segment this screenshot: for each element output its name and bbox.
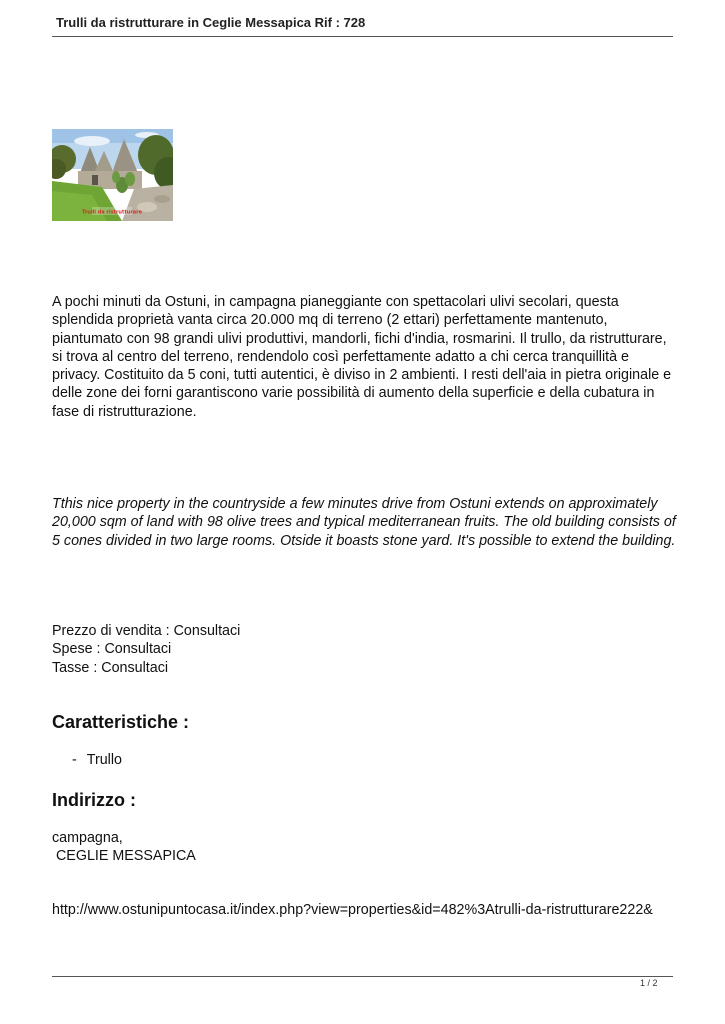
photo-watermark: Trulli da ristrutturare — [81, 209, 143, 216]
footer-divider — [52, 976, 673, 977]
description-italian: A pochi minuti da Ostuni, in campagna pianeggiante con spettacolari ulivi secolari, questa splendida proprietà vanta circa 20.000 mq di terreno (2 ettari) perfettamente mantenuto, piantumato con 98 grandi ulivi produttivi, mandorli, fichi d'india, rosmarini. Il trullo, da ristrutturare, si trova al centro del terreno, rendendolo così perfettamente adatto a chi cerca tranquillità e privacy. Costituito da 5 coni, tutti autentici, è diviso in 2 ambienti. I resti dell'aia in pietra originale e delle zone dei forni garantiscono varie possibilità di aumento della superficie e della cubatura in fase di ristrutturazione. — [52, 294, 672, 420]
price-block — [52, 622, 677, 677]
address-line-2: CEGLIE MESSAPICA — [52, 848, 196, 865]
address-line-1: campagna, — [52, 830, 123, 846]
address-block — [52, 829, 196, 866]
header-divider — [52, 36, 673, 37]
page-number: 1 / 2 — [640, 978, 658, 988]
expenses: Spese : Consultaci — [52, 641, 172, 658]
feature-label: Trullo — [86, 752, 122, 768]
property-photo — [52, 129, 173, 221]
page-title: Trulli da ristrutturare in Ceglie Messapica Rif : 728 — [56, 15, 366, 30]
feature-bullet: - — [72, 752, 77, 768]
sale-price: Prezzo di vendita : Consultaci — [52, 623, 241, 639]
description-english: Tthis nice property in the countryside a few minutes drive from Ostuni extends on approximately 20,000 sqm of land with 98 olive trees and typical mediterranean fruits. The old building consists of 5 cones divided in two large rooms. Otside it boasts stone yard. It's possible to extend the building. — [52, 496, 676, 549]
taxes: Tasse : Consultaci — [52, 659, 169, 676]
source-url[interactable]: http://www.ostunipuntocasa.it/index.php?view=properties&id=482%3Atrulli-da-ristrutturare222& — [52, 902, 653, 918]
feature-item — [72, 752, 122, 768]
address-heading: Indirizzo : — [52, 790, 136, 810]
features-heading: Caratteristiche : — [52, 712, 190, 732]
